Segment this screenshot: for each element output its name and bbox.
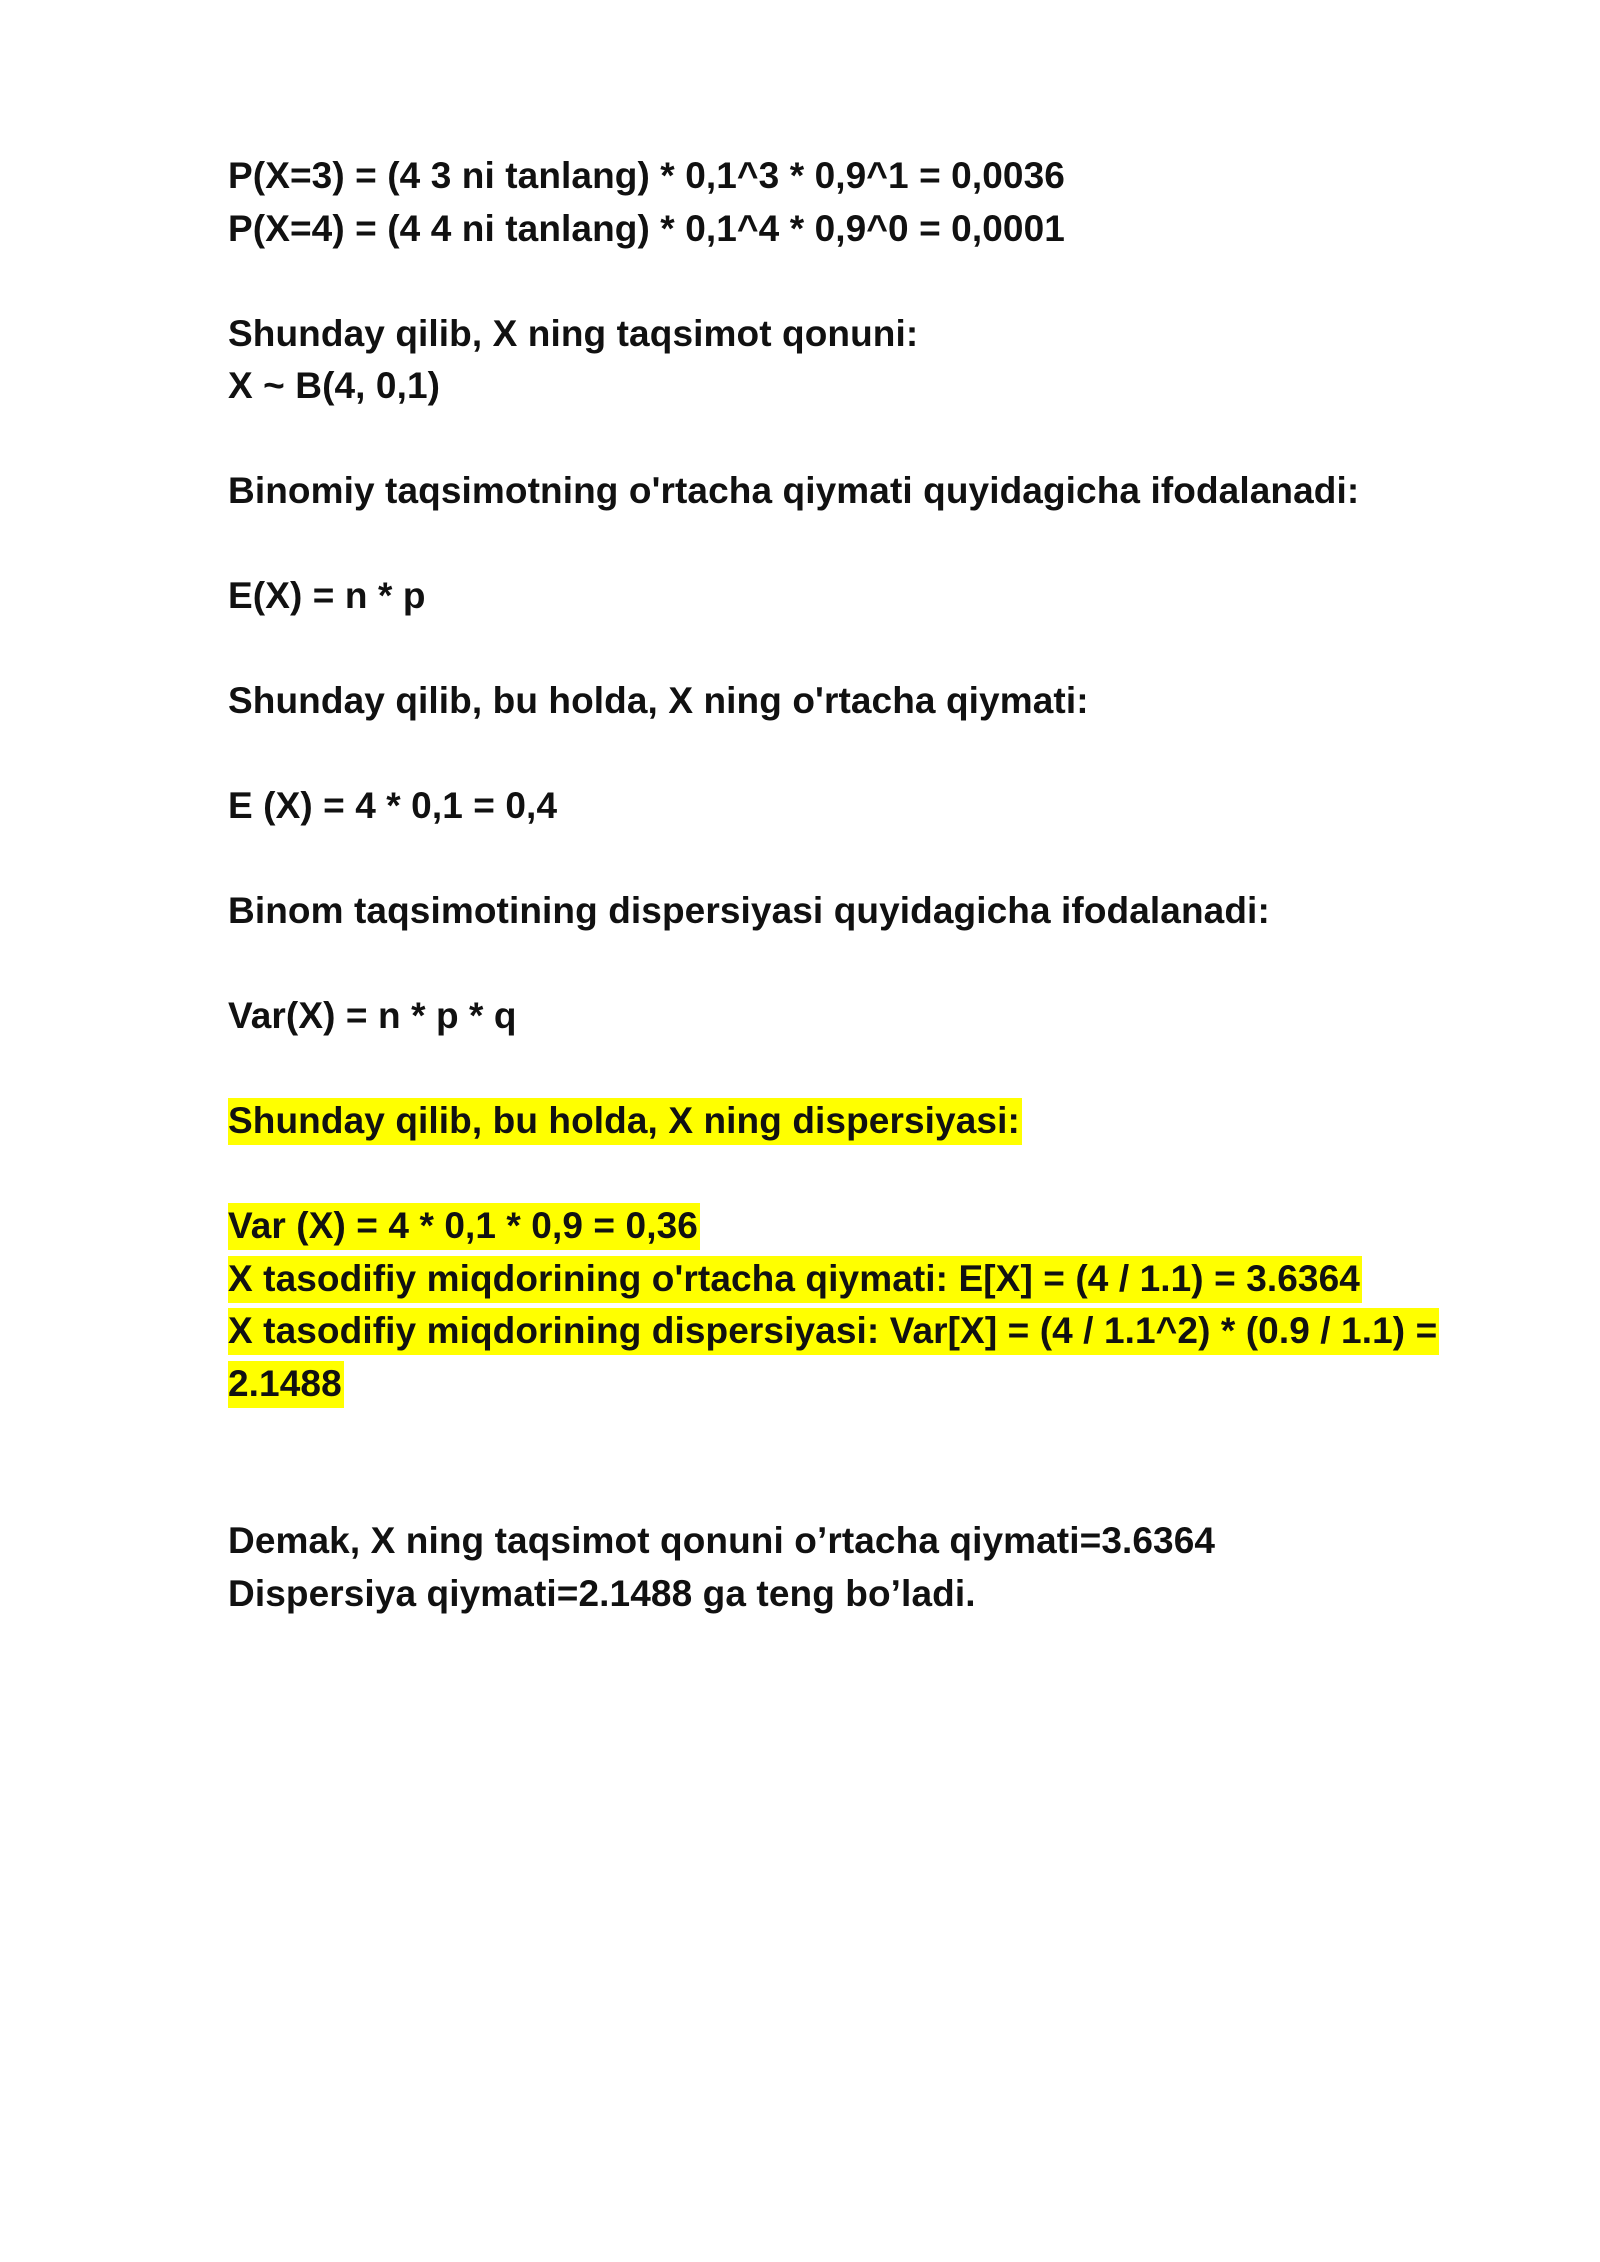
document-body bbox=[228, 150, 1518, 1620]
variance-case-intro: Shunday qilib, bu holda, X ning dispersiyasi: bbox=[228, 1098, 1022, 1145]
geometric-variance: X tasodifiy miqdorining dispersiyasi: Var[X] = (4 / 1.1^2) * (0.9 / 1.1) = 2.1488 bbox=[228, 1308, 1439, 1408]
mean-definition-intro: Binomiy taqsimotning o'rtacha qiymati quyidagicha ifodalanadi: bbox=[228, 470, 1360, 511]
variance-case-intro-line bbox=[228, 1095, 1518, 1148]
probability-x3-line: P(X=3) = (4 3 ni tanlang) * 0,1^3 * 0,9^1 = 0,0036 bbox=[228, 155, 1065, 196]
mean-case-intro: Shunday qilib, bu holda, X ning o'rtacha qiymati: bbox=[228, 680, 1089, 721]
distribution-law: X ~ B(4, 0,1) bbox=[228, 365, 441, 406]
probability-x4-line: P(X=4) = (4 4 ni tanlang) * 0,1^4 * 0,9^0 = 0,0001 bbox=[228, 207, 1065, 249]
conclusion-line-1: Demak, X ning taqsimot qonuni o’rtacha qiymati=3.6364 bbox=[228, 1520, 1216, 1561]
distribution-law-intro: Shunday qilib, X ning taqsimot qonuni: bbox=[228, 312, 919, 354]
variance-value: Var (X) = 4 * 0,1 * 0,9 = 0,36 bbox=[228, 1203, 700, 1250]
variance-definition-intro: Binom taqsimotining dispersiyasi quyidagicha ifodalanadi: bbox=[228, 890, 1270, 931]
geometric-mean: X tasodifiy miqdorining o'rtacha qiymati: E[X] = (4 / 1.1) = 3.6364 bbox=[228, 1256, 1362, 1303]
mean-value: E (X) = 4 * 0,1 = 0,4 bbox=[228, 785, 558, 826]
variance-value-line bbox=[228, 1200, 1518, 1253]
variance-formula: Var(X) = n * p * q bbox=[228, 995, 517, 1036]
geometric-mean-line bbox=[228, 1253, 1518, 1306]
geometric-variance-line bbox=[228, 1305, 1518, 1410]
mean-formula: E(X) = n * p bbox=[228, 575, 426, 616]
conclusion-line-2: Dispersiya qiymati=2.1488 ga teng bo’ladi. bbox=[228, 1572, 976, 1614]
